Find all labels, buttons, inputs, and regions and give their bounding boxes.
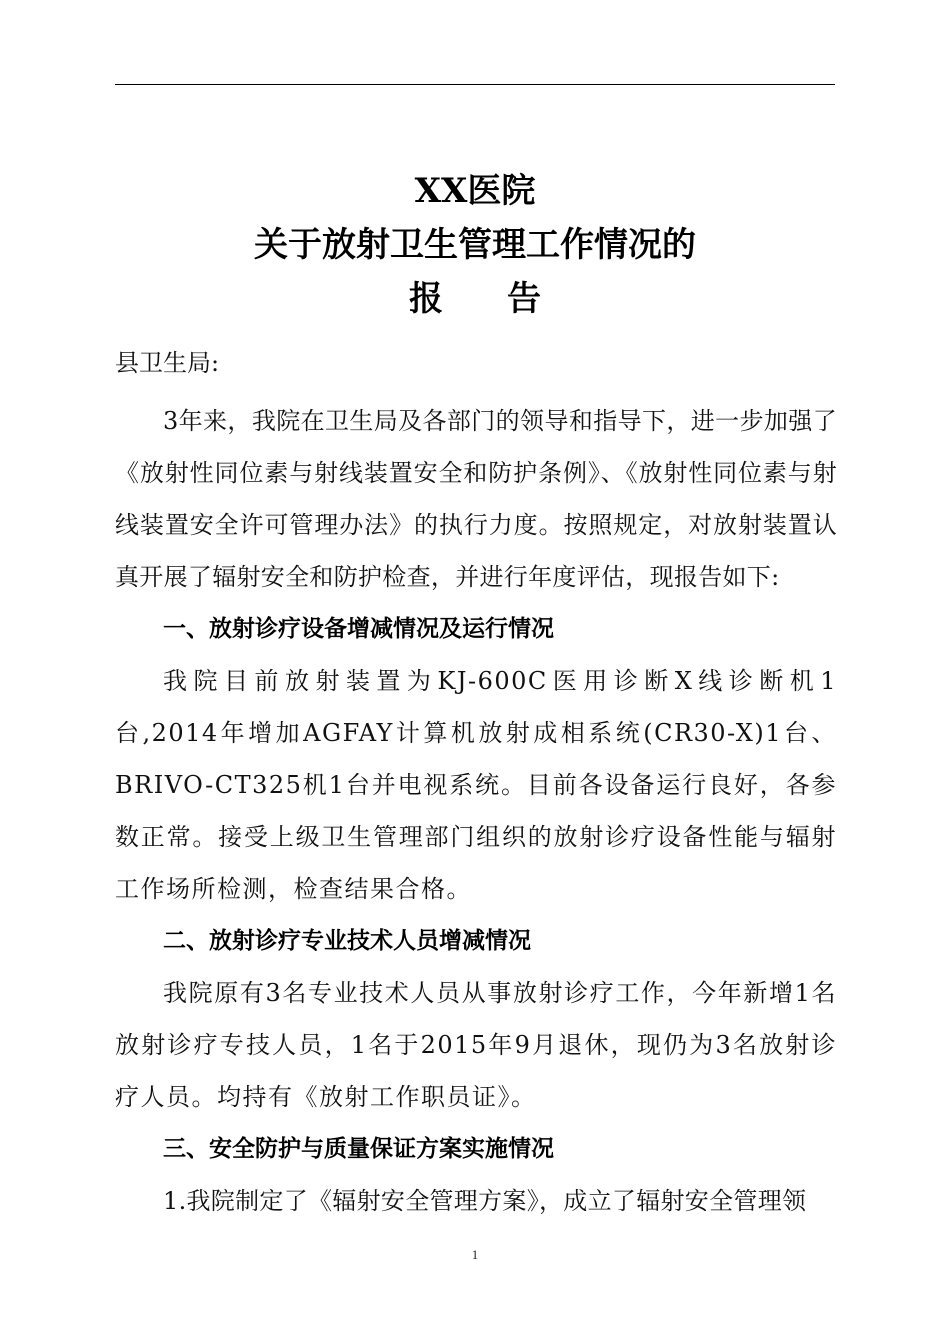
- salutation: 县卫生局:: [115, 349, 220, 377]
- header-rule: [115, 84, 835, 85]
- section-3-heading: 三、安全防护与质量保证方案实施情况: [163, 1136, 554, 1162]
- document-body: [115, 337, 837, 1227]
- title-hospital-name: XX医院: [414, 171, 536, 211]
- intro-paragraph: 3年来，我院在卫生局及各部门的领导和指导下，进一步加强了《放射性同位素与射线装置安全和防护条例》、《放射性同位素与射线装置安全许可管理办法》的执行力度。按照规定，对放射装置认真开展了辐射安全和防护检查，并进行年度评估，现报告如下:: [115, 407, 837, 591]
- section-1-body: 我院目前放射装置为KJ-600C医用诊断X线诊断机1台,2014年增加AGFAY计算机放射成相系统(CR30-X)1台、BRIVO-CT325机1台并电视系统。目前各设备运行良好，各参数正常。接受上级卫生管理部门组织的放射诊疗设备性能与辐射工作场所检测，检查结果合格。: [115, 667, 837, 903]
- document-title: [0, 164, 950, 326]
- title-report: 报告: [409, 279, 605, 319]
- section-2-heading: 二、放射诊疗专业技术人员增减情况: [163, 928, 531, 954]
- section-3-item-1: 1.我院制定了《辐射安全管理方案》，成立了辐射安全管理领: [163, 1187, 807, 1215]
- title-subject: 关于放射卫生管理工作情况的: [254, 225, 696, 265]
- section-2-body: 我院原有3名专业技术人员从事放射诊疗工作，今年新增1名放射诊疗专技人员，1名于2015年9月退休，现仍为3名放射诊疗人员。均持有《放射工作职员证》。: [115, 979, 837, 1111]
- section-1-heading: 一、放射诊疗设备增减情况及运行情况: [163, 616, 554, 642]
- page-number: 1: [471, 1247, 479, 1262]
